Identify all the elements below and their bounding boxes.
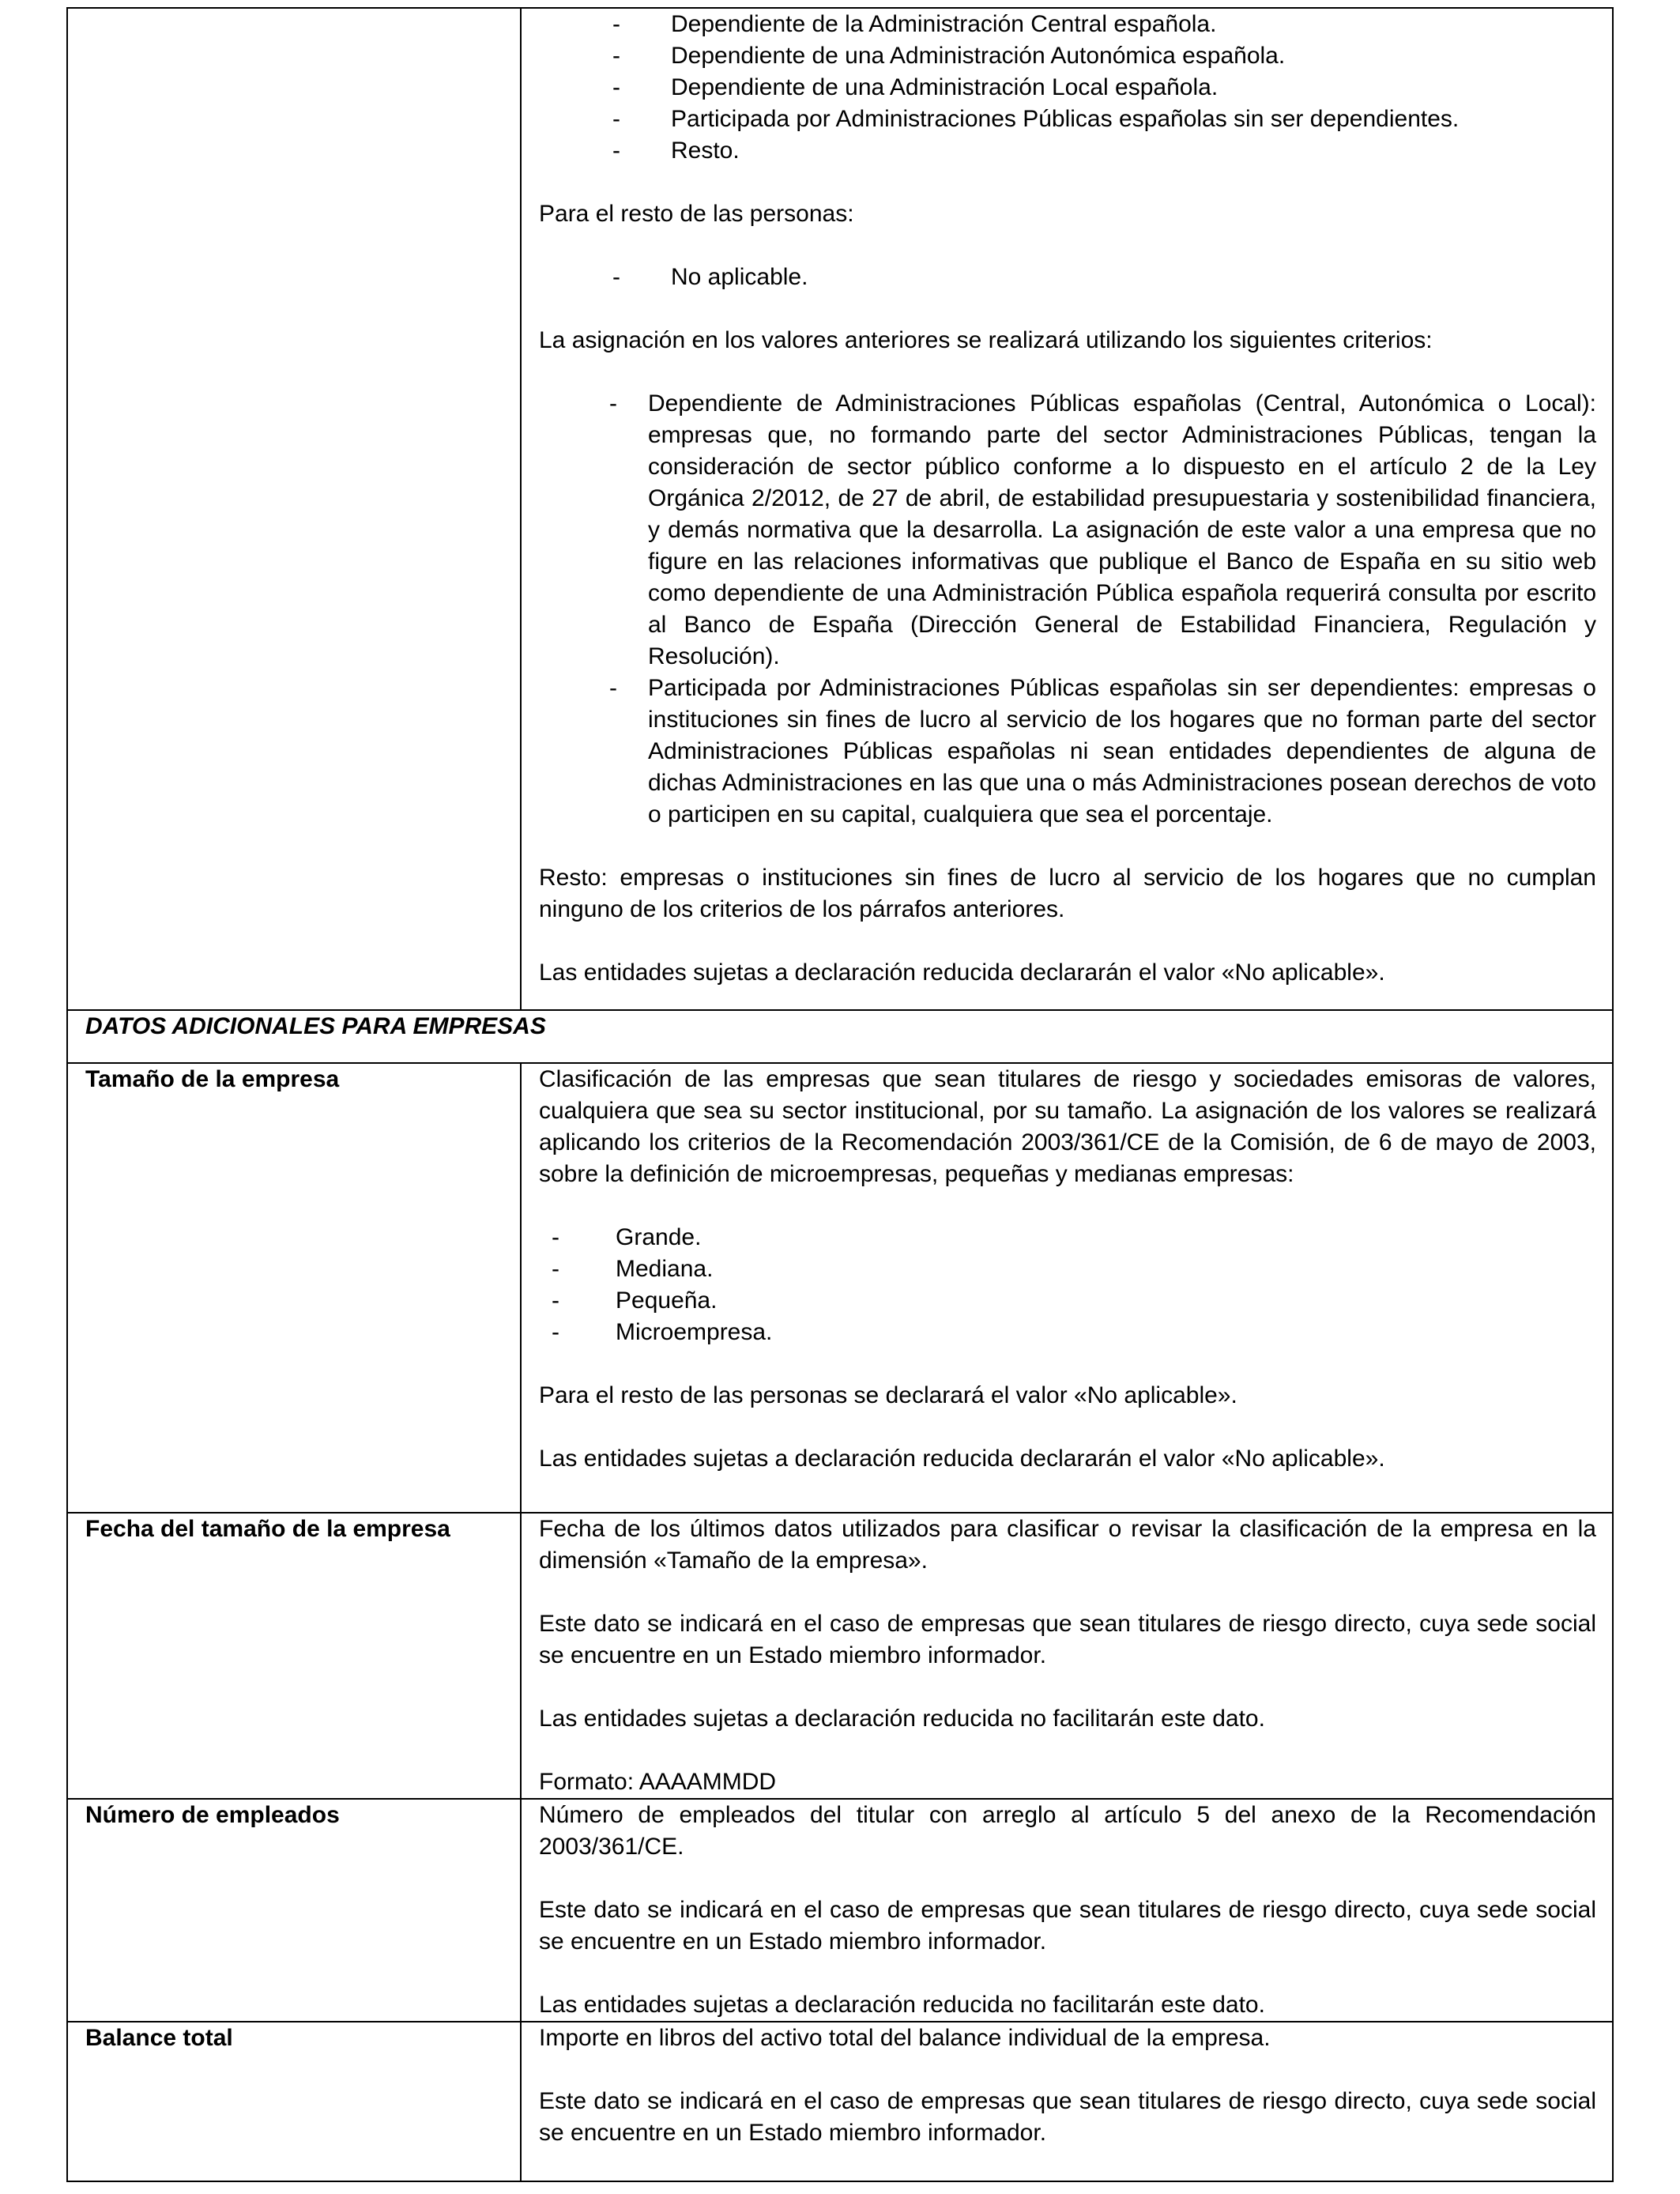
row-label-empty <box>67 8 521 1010</box>
value-list-tamano <box>539 1222 1596 1348</box>
field-description-tamano <box>521 1063 1613 1513</box>
dash-bullet: - <box>552 1224 559 1250</box>
list-item: - Grande. <box>552 1222 1596 1253</box>
definitions-table <box>66 7 1614 2182</box>
table-row-balance <box>67 2022 1613 2181</box>
paragraph-fecha-3: Las entidades sujetas a declaración reducida no facilitarán este dato. <box>539 1706 1265 1732</box>
list-item: - Resto. <box>612 135 1596 167</box>
criteria-list <box>539 388 1596 831</box>
paragraph-resto: Resto: empresas o instituciones sin fines de lucro al servicio de los hogares que no cumplan ninguno de los criterios de los párrafos anteriores. <box>539 865 1596 922</box>
list-item: - Dependiente de una Administración Autonómica española. <box>612 40 1596 72</box>
list-item: - No aplicable. <box>612 262 1596 293</box>
paragraph-empleados-3: Las entidades sujetas a declaración reducida no facilitarán este dato. <box>539 1992 1265 2018</box>
list-item: - Microempresa. <box>552 1317 1596 1348</box>
section-title: DATOS ADICIONALES PARA EMPRESAS <box>67 1010 1613 1063</box>
dash-bullet: - <box>552 1256 559 1282</box>
list-item: - Dependiente de una Administración Local española. <box>612 72 1596 104</box>
field-label-fecha: Fecha del tamaño de la empresa <box>67 1513 521 1799</box>
dash-bullet: - <box>612 106 620 132</box>
list-item: - Participada por Administraciones Públicas españolas sin ser dependientes. <box>612 104 1596 135</box>
paragraph-fecha-2: Este dato se indicará en el caso de empresas que sean titulares de riesgo directo, cuya sede social se encuentre en un Estado miembro informador. <box>539 1611 1596 1668</box>
dash-bullet: - <box>612 43 620 69</box>
paragraph-empleados-1: Número de empleados del titular con arreglo al artículo 5 del anexo de la Recomendación 2003/361/CE. <box>539 1802 1596 1860</box>
paragraph-empleados-2: Este dato se indicará en el caso de empresas que sean titulares de riesgo directo, cuya sede social se encuentre en un Estado miembro informador. <box>539 1897 1596 1955</box>
paragraph-balance-2: Este dato se indicará en el caso de empresas que sean titulares de riesgo directo, cuya sede social se encuentre en un Estado miembro informador. <box>539 2088 1596 2146</box>
field-label-balance: Balance total <box>67 2022 521 2181</box>
dash-bullet: - <box>612 138 620 164</box>
paragraph-balance-1: Importe en libros del activo total del balance individual de la empresa. <box>539 2025 1271 2051</box>
table-row-fecha <box>67 1513 1613 1799</box>
section-header-row <box>67 1010 1613 1063</box>
row-description <box>521 8 1613 1010</box>
paragraph-tamano-intro: Clasificación de las empresas que sean titulares de riesgo y sociedades emisoras de valores, cualquiera que sea su sector institucional, por su tamaño. La asignación de los valores se realizará aplicando los criterios de la Recomendación 2003/361/CE de la Comisión, de 6 de mayo de 2003, sobre la definición de microempresas, pequeñas y medianas empresas: <box>539 1066 1596 1187</box>
value-list-no-aplicable <box>539 262 1596 293</box>
list-item: - Mediana. <box>552 1253 1596 1285</box>
dash-bullet: - <box>609 390 617 417</box>
value-list-administracion <box>539 9 1596 167</box>
paragraph-resto-intro: Para el resto de las personas: <box>539 201 854 227</box>
dash-bullet: - <box>609 675 617 701</box>
dash-bullet: - <box>612 74 620 100</box>
paragraph-criterios-intro: La asignación en los valores anteriores se realizará utilizando los siguientes criterios: <box>539 327 1433 353</box>
field-description-balance <box>521 2022 1613 2181</box>
field-label-tamano: Tamaño de la empresa <box>67 1063 521 1513</box>
field-description-fecha <box>521 1513 1613 1799</box>
paragraph-fecha-4: Formato: AAAAMMDD <box>539 1769 777 1795</box>
criteria-item: - Dependiente de Administraciones Públicas españolas (Central, Autonómica o Local): empresas que, no formando parte del sector Administraciones Públicas, tengan la consideración de sector público conforme a lo dispuesto en el artículo 2 de la Ley Orgánica 2/2012, de 27 de abril, de estabilidad presupuestaria y sostenibilidad financiera, y demás normativa que la desarrolla. La asignación de este valor a una empresa que no figure en las relaciones informativas que publique el Banco de España en su sitio web como dependiente de una Administración Pública española requerirá consulta por escrito al Banco de España (Dirección General de Estabilidad Financiera, Regulación y Resolución). <box>609 388 1596 673</box>
paragraph-tamano-resto: Para el resto de las personas se declarará el valor «No aplicable». <box>539 1382 1237 1408</box>
field-description-empleados <box>521 1799 1613 2022</box>
table-row-tamano <box>67 1063 1613 1513</box>
dash-bullet: - <box>612 11 620 37</box>
dash-bullet: - <box>612 264 620 290</box>
table-row-empleados <box>67 1799 1613 2022</box>
paragraph-fecha-1: Fecha de los últimos datos utilizados para clasificar o revisar la clasificación de la empresa en la dimensión «Tamaño de la empresa». <box>539 1516 1596 1574</box>
list-item: - Dependiente de la Administración Central española. <box>612 9 1596 40</box>
dash-bullet: - <box>552 1287 559 1314</box>
list-item: - Pequeña. <box>552 1285 1596 1317</box>
dash-bullet: - <box>552 1319 559 1345</box>
paragraph-reducida: Las entidades sujetas a declaración reducida declararán el valor «No aplicable». <box>539 959 1385 986</box>
criteria-item: - Participada por Administraciones Públicas españolas sin ser dependientes: empresas o instituciones sin fines de lucro al servicio de los hogares que no forman parte del sector Administraciones Públicas españolas ni sean entidades dependientes de alguna de dichas Administraciones en las que una o más Administraciones posean derechos de voto o participen en su capital, cualquiera que sea el porcentaje. <box>609 673 1596 831</box>
table-row-sector-dependencia <box>67 8 1613 1010</box>
field-label-empleados: Número de empleados <box>67 1799 521 2022</box>
paragraph-tamano-reducida: Las entidades sujetas a declaración reducida declararán el valor «No aplicable». <box>539 1446 1385 1472</box>
